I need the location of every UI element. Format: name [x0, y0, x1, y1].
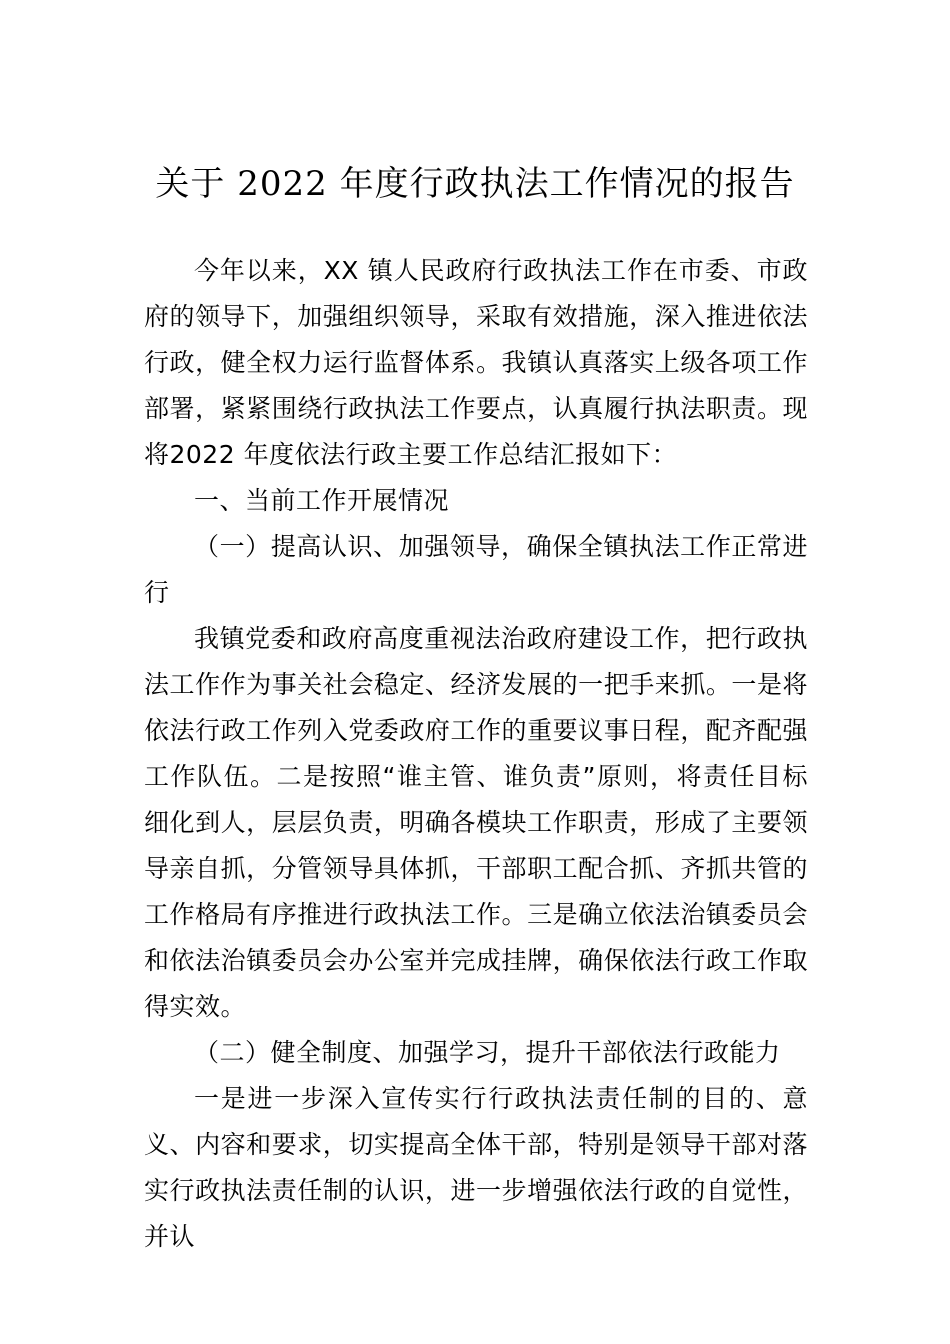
subsection-1-paragraph: 我镇党委和政府高度重视法治政府建设工作，把行政执法工作作为事关社会稳定、经济发展的一把手来抓。一是将依法行政工作列入党委政府工作的重要议事日程，配齐配强工作队伍。二是按照“谁主管、谁负责”原则，将责任目标细化到人，层层负责，明确各模块工作职责，形成了主要领导亲自抓，分管领导具体抓，干部职工配合抓、齐抓共管的工作格局有序推进行政执法工作。三是确立依法治镇委员会和依法治镇委员会办公室并完成挂牌，确保依法行政工作取得实效。 — [144, 624, 808, 1021]
section-heading: 一、当前工作开展情况 — [194, 486, 450, 515]
document-title: 关于 2022 年度行政执法工作情况的报告 — [155, 164, 795, 204]
subsection-heading-1: （一）提高认识、加强领导，确保全镇执法工作正常进行 — [144, 532, 808, 607]
intro-paragraph: 今年以来，XX 镇人民政府行政执法工作在市委、市政府的领导下，加强组织领导，采取有效措施，深入推进依法行政，健全权力运行监督体系。我镇认真落实上级各项工作部署，紧紧围绕行政执法工作要点，认真履行执法职责。现将2022 年度依法行政主要工作总结汇报如下： — [144, 256, 808, 469]
subsection-2-paragraph: 一是进一步深入宣传实行行政执法责任制的目的、意义、内容和要求，切实提高全体干部，特别是领导干部对落实行政执法责任制的认识，进一步增强依法行政的自觉性，并认 — [144, 1084, 808, 1251]
subsection-heading-2: （二）健全制度、加强学习，提升干部依法行政能力 — [194, 1038, 781, 1067]
document-body — [144, 248, 808, 1260]
